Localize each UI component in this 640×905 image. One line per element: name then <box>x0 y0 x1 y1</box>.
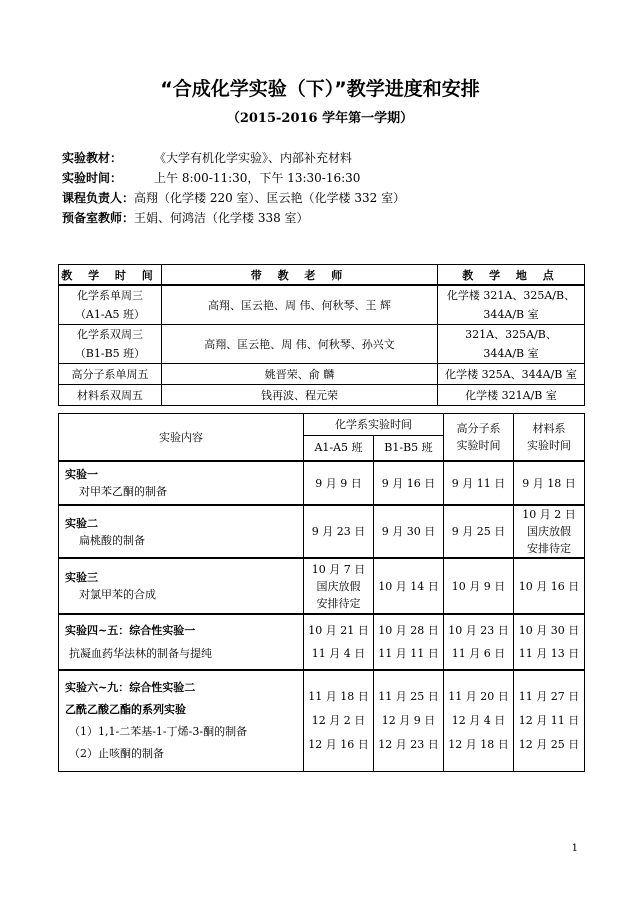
table-row <box>59 385 585 406</box>
exp1-a: 9 月 9 日 <box>304 461 374 505</box>
page-subtitle: （2015-2016 学年第一学期） <box>226 111 414 126</box>
exp2-a: 9 月 23 日 <box>304 505 374 558</box>
exp1-b: 9 月 16 日 <box>374 461 444 505</box>
exp3-content: 实验三 对氯甲苯的合成 <box>59 558 304 614</box>
prep-value: 王娟、何鸿洁（化学楼 338 室） <box>134 211 309 225</box>
exp3-poly: 10 月 9 日 <box>444 558 514 614</box>
location-cell: 化学楼 325A、344A/B 室 <box>438 364 585 385</box>
teachers-cell: 钱再波、程元荣 <box>162 385 438 406</box>
teachers-cell: 姚晋荣、俞 麟 <box>162 364 438 385</box>
exp4-content: 实验四~五：综合性实验一 抗凝血药华法林的制备与提纯 <box>59 614 304 670</box>
exp2-b: 9 月 30 日 <box>374 505 444 558</box>
header-location: 教 学 地 点 <box>438 265 585 286</box>
table-row <box>59 558 585 614</box>
exp1-poly: 9 月 11 日 <box>444 461 514 505</box>
table-row <box>59 285 585 325</box>
header-class-b: B1-B5 班 <box>374 435 444 461</box>
info-time <box>62 168 602 188</box>
time-cell: 材料系双周五 <box>59 385 162 406</box>
page-number: 1 <box>571 843 578 854</box>
table-row <box>59 505 585 558</box>
time-label: 实验时间： <box>62 171 123 185</box>
page-title: “合成化学实验（下）”教学进度和安排 <box>160 78 480 100</box>
table-row <box>59 325 585 364</box>
exp4-poly: 10 月 23 日 11 月 6 日 <box>444 614 514 670</box>
textbook-value: 《大学有机化学实验》、内部补充材料 <box>154 151 353 165</box>
header-chem-time: 化学系实验时间 <box>304 414 444 436</box>
lead-label: 课程负责人： <box>62 191 135 205</box>
exp5-a: 11 月 18 日 12 月 2 日 12 月 16 日 <box>304 670 374 772</box>
time-value: 上午 8:00-11:30，下午 13:30-16:30 <box>154 171 361 185</box>
exp4-a: 10 月 21 日 11 月 4 日 <box>304 614 374 670</box>
header-content: 实验内容 <box>59 414 304 462</box>
time-cell: 化学系双周三 （B1-B5 班） <box>59 325 162 364</box>
info-textbook <box>62 148 602 168</box>
textbook-label: 实验教材： <box>62 151 123 165</box>
header-teachers: 带 教 老 师 <box>162 265 438 286</box>
table-row <box>59 614 585 670</box>
exp5-content: 实验六~九：综合性实验二 乙酰乙酸乙酯的系列实验 （1）1,1-二苯基-1-丁烯-3-酮的制备 （2）止咳酮的制备 <box>59 670 304 772</box>
exp1-mat: 9 月 18 日 <box>514 461 585 505</box>
location-cell: 321A、325A/B、 344A/B 室 <box>438 325 585 364</box>
course-info <box>62 148 602 228</box>
exp2-mat: 10 月 2 日 国庆放假 安排待定 <box>514 505 585 558</box>
prep-label: 预备室教师： <box>62 211 135 225</box>
table-row <box>59 364 585 385</box>
info-prep <box>62 208 602 228</box>
teachers-cell: 高翔、匡云艳、周 伟、何秋琴、孙兴文 <box>162 325 438 364</box>
exp5-b: 11 月 25 日 12 月 9 日 12 月 23 日 <box>374 670 444 772</box>
table-row <box>59 461 585 505</box>
experiment-schedule-table <box>58 413 585 772</box>
header-poly-time: 高分子系 实验时间 <box>444 414 514 462</box>
lead-value: 高翔（化学楼 220 室）、匡云艳（化学楼 332 室） <box>134 191 406 205</box>
exp5-mat: 11 月 27 日 12 月 11 日 12 月 25 日 <box>514 670 585 772</box>
exp-header-row <box>59 414 585 436</box>
exp4-mat: 10 月 30 日 11 月 13 日 <box>514 614 585 670</box>
header-mat-time: 材料系 实验时间 <box>514 414 585 462</box>
time-cell: 高分子系单周五 <box>59 364 162 385</box>
exp4-b: 10 月 28 日 11 月 11 日 <box>374 614 444 670</box>
exp2-content: 实验二 扁桃酸的制备 <box>59 505 304 558</box>
exp3-a: 10 月 7 日 国庆放假 安排待定 <box>304 558 374 614</box>
header-time: 教 学 时 间 <box>59 265 162 286</box>
header-class-a: A1-A5 班 <box>304 435 374 461</box>
schedule-header-row <box>59 265 585 286</box>
location-cell: 化学楼 321A/B 室 <box>438 385 585 406</box>
exp3-mat: 10 月 16 日 <box>514 558 585 614</box>
exp3-b: 10 月 14 日 <box>374 558 444 614</box>
teachers-cell: 高翔、匡云艳、周 伟、何秋琴、王 辉 <box>162 285 438 325</box>
table-row <box>59 670 585 772</box>
info-lead <box>62 188 602 208</box>
teaching-schedule-table <box>58 264 585 406</box>
exp5-poly: 11 月 20 日 12 月 4 日 12 月 18 日 <box>444 670 514 772</box>
time-cell: 化学系单周三 （A1-A5 班） <box>59 285 162 325</box>
location-cell: 化学楼 321A、325A/B、 344A/B 室 <box>438 285 585 325</box>
exp1-content: 实验一 对甲苯乙酮的制备 <box>59 461 304 505</box>
exp2-poly: 9 月 25 日 <box>444 505 514 558</box>
